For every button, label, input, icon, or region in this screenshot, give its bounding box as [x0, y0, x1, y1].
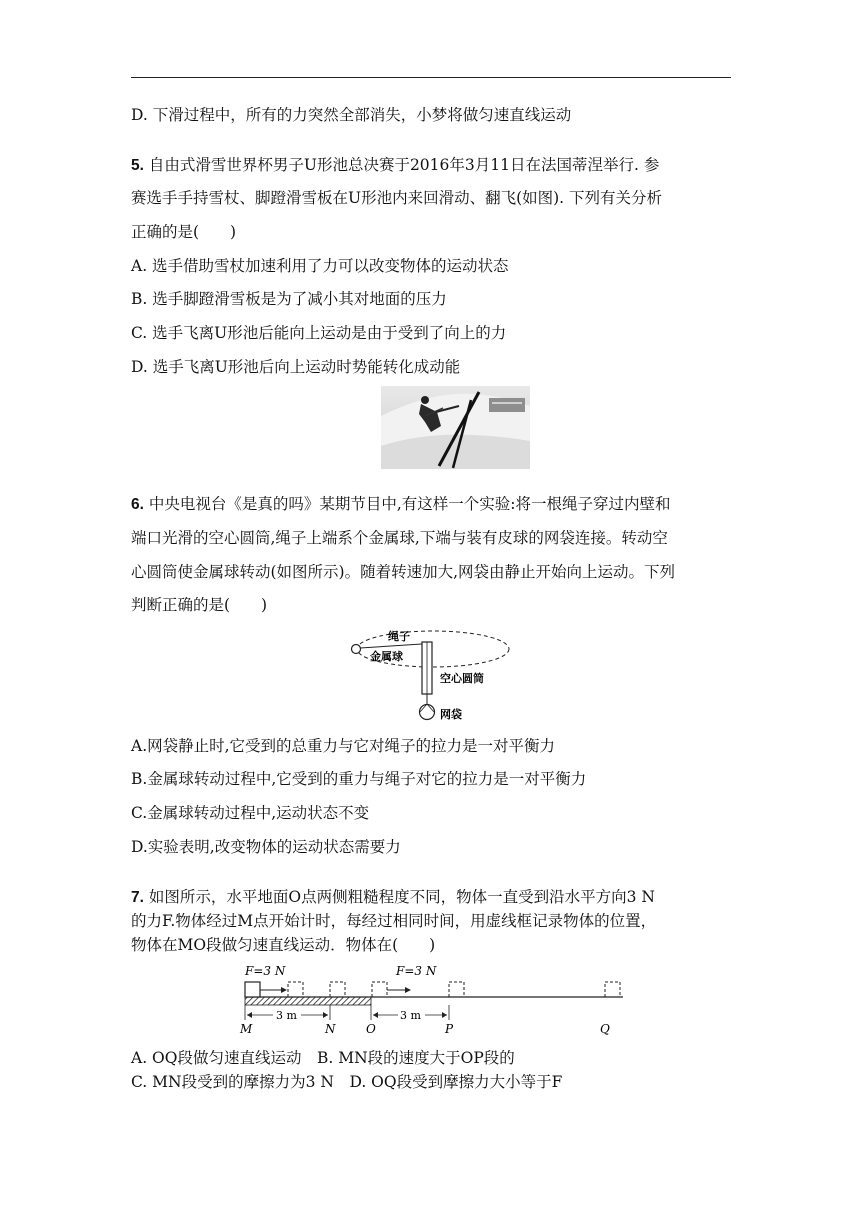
q6-option-c: C.金属球转动过程中,运动状态不变 [131, 804, 370, 822]
q6-figure-rotating-tube [348, 624, 518, 724]
net-bag [420, 705, 435, 720]
skier-photo [381, 386, 530, 469]
q5-stem-line-2: 赛选手手持雪杖、脚蹬滑雪板在U形池内来回滑动、翻飞(如图). 下列有关分析 [131, 189, 663, 207]
frame-1 [288, 982, 303, 997]
q5-option-c: C. 选手飞离U形池后能向上运动是由于受到了向上的力 [131, 324, 507, 342]
force-label-1: F=3 N [245, 964, 286, 978]
q5-option-b: B. 选手脚蹬滑雪板是为了减小其对地面的压力 [131, 290, 447, 308]
q5-number: 5. [131, 157, 144, 174]
q7-stem-text-1: 如图所示，水平地面O点两侧粗糙程度不同，物体一直受到沿水平方向3 N [148, 888, 655, 906]
q5-stem-text-1: 自由式滑雪世界杯男子U形池总决赛于2016年3月11日在法国蒂涅举行. 参 [148, 156, 660, 174]
q6-option-a: A.网袋静止时,它受到的总重力与它对绳子的拉力是一对平衡力 [131, 737, 556, 755]
q7-stem-line-3: 物体在MO段做匀速直线运动．物体在( ) [131, 936, 436, 954]
q6-stem-text-1: 中央电视台《是真的吗》某期节目中,有这样一个实验:将一根绳子穿过内壁和 [148, 495, 671, 513]
q6-number: 6. [131, 496, 144, 513]
label-tube: 空心圆筒 [440, 672, 484, 685]
label-ball: 金属球 [370, 650, 403, 663]
point-o: O [366, 1022, 376, 1035]
frame-2 [330, 982, 345, 997]
point-p: P [445, 1022, 454, 1035]
q4-option-d: D. 下滑过程中，所有的力突然全部消失，小梦将做匀速直线运动 [131, 106, 572, 124]
object-at-m [245, 982, 260, 997]
frame-3 [372, 982, 387, 997]
q7-number: 7. [131, 889, 144, 906]
q6-option-d: D.实验表明,改变物体的运动状态需要力 [131, 838, 401, 856]
q6-option-b: B.金属球转动过程中,它受到的重力与绳子对它的拉力是一对平衡力 [131, 770, 587, 788]
label-net: 网袋 [440, 708, 462, 721]
q6-stem-line-2: 端口光滑的空心圆筒,绳子上端系个金属球,下端与装有皮球的网袋连接。转动空 [131, 529, 668, 547]
frame-4 [449, 982, 464, 997]
force-label-2: F=3 N [396, 964, 437, 978]
metal-ball [352, 645, 361, 654]
point-q: Q [600, 1022, 610, 1035]
frame-5 [605, 982, 620, 997]
point-m: M [240, 1022, 253, 1035]
distance-label-mn: 3 m [276, 1009, 297, 1022]
q7-stem-line-1 [131, 887, 655, 908]
label-rope: 绳子 [388, 630, 410, 643]
rough-ground-mo [245, 997, 371, 1005]
rope-top [360, 644, 422, 648]
q7-figure-ground-track [233, 960, 633, 1035]
q6-stem-line-3: 心圆筒使金属球转动(如图所示)。随着转速加大,网袋由静止开始向上运动。下列 [131, 563, 676, 581]
q5-stem-line-3: 正确的是( ) [131, 223, 237, 241]
q5-option-a: A. 选手借助雪杖加速利用了力可以改变物体的运动状态 [131, 257, 509, 275]
q7-options-cd: C. MN段受到的摩擦力为3 N D. OQ段受到摩擦力大小等于F [131, 1073, 563, 1091]
point-n: N [325, 1022, 336, 1035]
q6-stem-line-1 [131, 494, 671, 515]
q7-stem-line-2: 的力F.物体经过M点开始计时，每经过相同时间，用虚线框记录物体的位置， [131, 912, 657, 930]
q5-stem-line-1 [131, 155, 659, 176]
q6-stem-line-4: 判断正确的是( ) [131, 596, 268, 614]
distance-label-op: 3 m [400, 1009, 421, 1022]
q7-options-ab: A. OQ段做匀速直线运动 B. MN段的速度大于OP段的 [131, 1049, 515, 1067]
header-rule [131, 77, 731, 78]
q5-option-d: D. 选手飞离U形池后向上运动时势能转化成动能 [131, 358, 461, 376]
